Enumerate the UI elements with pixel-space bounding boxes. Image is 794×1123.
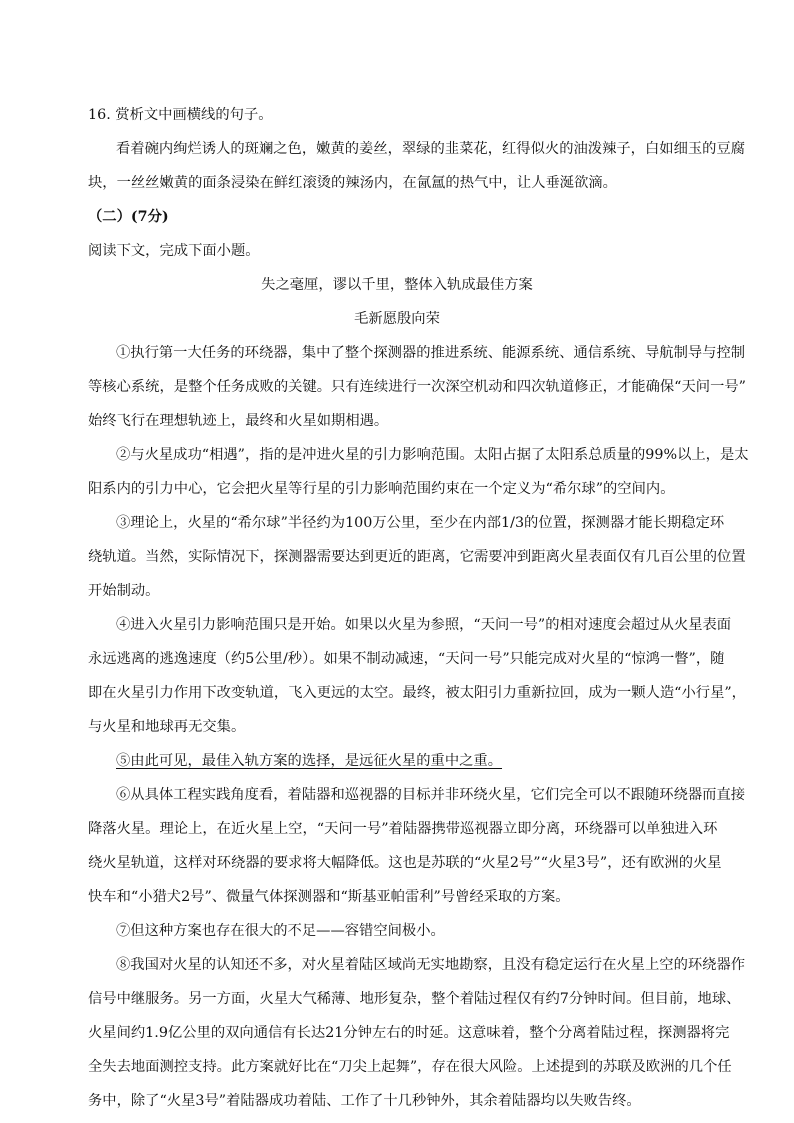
paragraph-line: ①执行第一大任务的环绕器，集中了整个探测器的推进系统、能源系统、通信系统、导航制导与控制 [116, 345, 746, 361]
article-title: 失之毫厘，谬以千里，整体入轨成最佳方案 [261, 277, 533, 293]
paragraph-line: 等核心系统，是整个任务成败的关键。只有连续进行一次深空机动和四次轨道修正，才能确保“天问一号” [88, 379, 746, 395]
article-paragraph-1 [88, 336, 746, 438]
paragraph-line: 开始制动。 [88, 583, 160, 599]
paragraph-line: 火星间约1.9亿公里的双向通信有长达21分钟左右的时延。这意味着，整个分离着陆过程，探测器将完 [88, 1025, 730, 1041]
paragraph-line: ②与火星成功“相遇”，指的是冲进火星的引力影响范围。太阳占据了太阳系总质量的99%以上，是太 [116, 447, 749, 463]
article-paragraph-3 [88, 506, 746, 608]
paragraph-line: 即在火星引力作用下改变轨道，飞入更远的太空。最终，被太阳引力重新拉回，成为一颗人造“小行星”， [88, 685, 746, 701]
underlined-sentence-line [88, 744, 706, 778]
paragraph-line: 永远逃离的逃逸速度（约5公里/秒）。如果不制动减速，“天问一号”只能完成对火星的“惊鸿一瞥”，随 [88, 651, 725, 667]
article-paragraph-8 [88, 948, 746, 1118]
paragraph-line: 快车和“小猎犬2号”、微量气体探测器和“斯基亚帕雷利”号曾经采取的方案。 [88, 889, 570, 905]
article-paragraph-5 [88, 744, 706, 778]
paragraph-line: 绕火星轨道，这样对环绕器的要求将大幅降低。这也是苏联的“火星2号”“火星3号”，还有欧洲的火星 [88, 855, 722, 871]
question-number: 16. 赏析文中画横线的句子。 [88, 107, 273, 123]
paragraph-line: ⑥从具体工程实践角度看，着陆器和巡视器的目标并非环绕火星，它们完全可以不跟随环绕器而直接 [116, 787, 746, 803]
paragraph-line: 信号中继服务。另一方面，火星大气稀薄、地形复杂，整个着陆过程仅有约7分钟时间。但目前，地球、 [88, 991, 741, 1007]
underlined-sentence: ⑤由此可见，最佳入轨方案的选择，是远征火星的重中之重。 [116, 753, 503, 769]
paragraph-line: ⑦但这种方案也存在很大的不足——容错空间极小。 [116, 923, 445, 939]
paragraph-line: 务中，除了“火星3号”着陆器成功着陆、工作了十几秒钟外，其余着陆器均以失败告终。 [88, 1093, 641, 1109]
paragraph-line: 与火星和地球再无交集。 [88, 719, 246, 735]
paragraph-line: ⑧我国对火星的认知还不多，对火星着陆区域尚无实地勘察，且没有稳定运行在火星上空的环绕器作 [116, 957, 746, 973]
question-quote-line-1: 看着碗内绚烂诱人的斑斓之色，嫩黄的姜丝，翠绿的韭菜花，红得似火的油泼辣子，白如细玉的豆腐 [116, 141, 746, 157]
paragraph-line: 阳系内的引力中心，它会把火星等行星的引力影响范围约束在一个定义为“希尔球”的空间内。 [88, 481, 675, 497]
question-quote-line-2: 块，一丝丝嫩黄的面条浸染在鲜红滚烫的辣汤内，在氤氲的热气中，让人垂涎欲滴。 [88, 175, 617, 191]
article-paragraph-4 [88, 608, 746, 744]
paragraph-line: 全失去地面测控支持。此方案就好比在“刀尖上起舞”，存在很大风险。上述提到的苏联及欧洲的几个任 [88, 1059, 732, 1075]
paragraph-line: 始终飞行在理想轨迹上，最终和火星如期相遇。 [88, 413, 389, 429]
paragraph-line: 绕轨道。当然，实际情况下，探测器需要达到更近的距离，它需要冲到距离火星表面仅有几百公里的位置 [88, 549, 746, 565]
paragraph-line: ④进入火星引力影响范围只是开始。如果以火星为参照，“天问一号”的相对速度会超过从火星表面 [116, 617, 732, 633]
section-heading: （二）(7分) [88, 209, 169, 225]
article-paragraph-6 [88, 778, 746, 914]
article-paragraph-2 [88, 438, 749, 506]
article-paragraph-7 [88, 914, 706, 948]
paragraph-line: 降落火星。理论上，在近火星上空，“天问一号”着陆器携带巡视器立即分离，环绕器可以单独进入环 [88, 821, 718, 837]
article-author: 毛新愿殷向荣 [354, 311, 440, 327]
paragraph-line: ③理论上，火星的“希尔球”半径约为100万公里，至少在内部1/3的位置，探测器才能长期稳定环 [116, 515, 725, 531]
section-instruction: 阅读下文，完成下面小题。 [88, 243, 260, 259]
